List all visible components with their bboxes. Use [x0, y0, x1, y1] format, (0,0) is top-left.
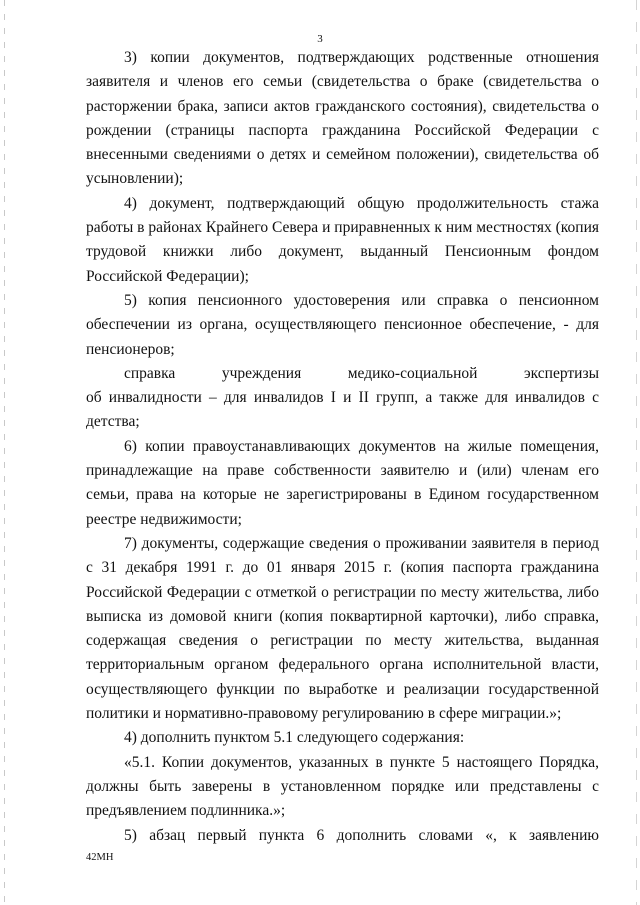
- paragraph-amendment-5: 5) абзац первый пункта 6 дополнить словами «, к заявлению: [124, 826, 599, 844]
- word: медико-социальной: [347, 364, 478, 382]
- scan-edge-left: [4, 0, 5, 905]
- paragraph-item-5: 5) копия пенсионного удостоверения или справка о пенсионном обеспечении из органа, осуществляющего пенсионное обеспечение, - для пенсионеров;: [86, 291, 599, 358]
- paragraph-item-7: 7) документы, содержащие сведения о проживании заявителя в период с 31 декабря 1991 г. до 01 января 2015 г. (копия паспорта гражданина Российской Федерации с отметкой о регистрации по месту жительства, либо выписка из домовой книги (копия поквартирной карточки), либо справка, содержащая сведения о регистрации по месту жительства, выданная территориальным органом федерального органа исполнительной власти, осуществляющего функции по выработке и реализации государственной политики и нормативно-правовому регулированию в сфере миграции.»;: [86, 534, 599, 723]
- document-code: 42МН: [86, 852, 114, 863]
- word: учреждения: [221, 364, 302, 382]
- paragraph-quote-5-1: «5.1. Копии документов, указанных в пункте 5 настоящего Порядка, должны быть заверены в установленном порядке или представлены с предъявлением подлинника.»;: [86, 753, 599, 820]
- paragraph-item-4: 4) документ, подтверждающий общую продолжительность стажа работы в районах Крайнего Севера и приравненных к ним местностях (копия трудовой книжки либо документ, выданный Пенсионным фондом Российской Федерации);: [86, 194, 599, 285]
- paragraph-item-6: 6) копии правоустанавливающих документов на жилые помещения, принадлежащие на праве собственности заявителю и (или) членам его семьи, права на которые не зарегистрированы в Едином государственном реестре недвижимости;: [86, 437, 599, 528]
- paragraph-disability-continuation: об инвалидности – для инвалидов I и II групп, а также для инвалидов с детства;: [86, 389, 599, 431]
- paragraph-item-3: 3) копии документов, подтверждающих родственные отношения заявителя и членов его семьи (свидетельства о браке (свидетельства о расторжении брака, записи актов гражданского состояния), свидетельства о рождении (страницы паспорта гражданина Российской Федерации с внесенными сведениями о детях и семейном положении), свидетельства об усыновлении);: [86, 49, 599, 188]
- scan-edge-right: [636, 0, 637, 905]
- page-number: 3: [317, 33, 323, 45]
- paragraph-amendment-4: 4) дополнить пунктом 5.1 следующего содержания:: [124, 729, 465, 747]
- word: справка: [124, 364, 176, 382]
- paragraph-spread-line: [86, 362, 599, 386]
- document-body: [86, 46, 599, 848]
- word: экспертизы: [523, 364, 599, 382]
